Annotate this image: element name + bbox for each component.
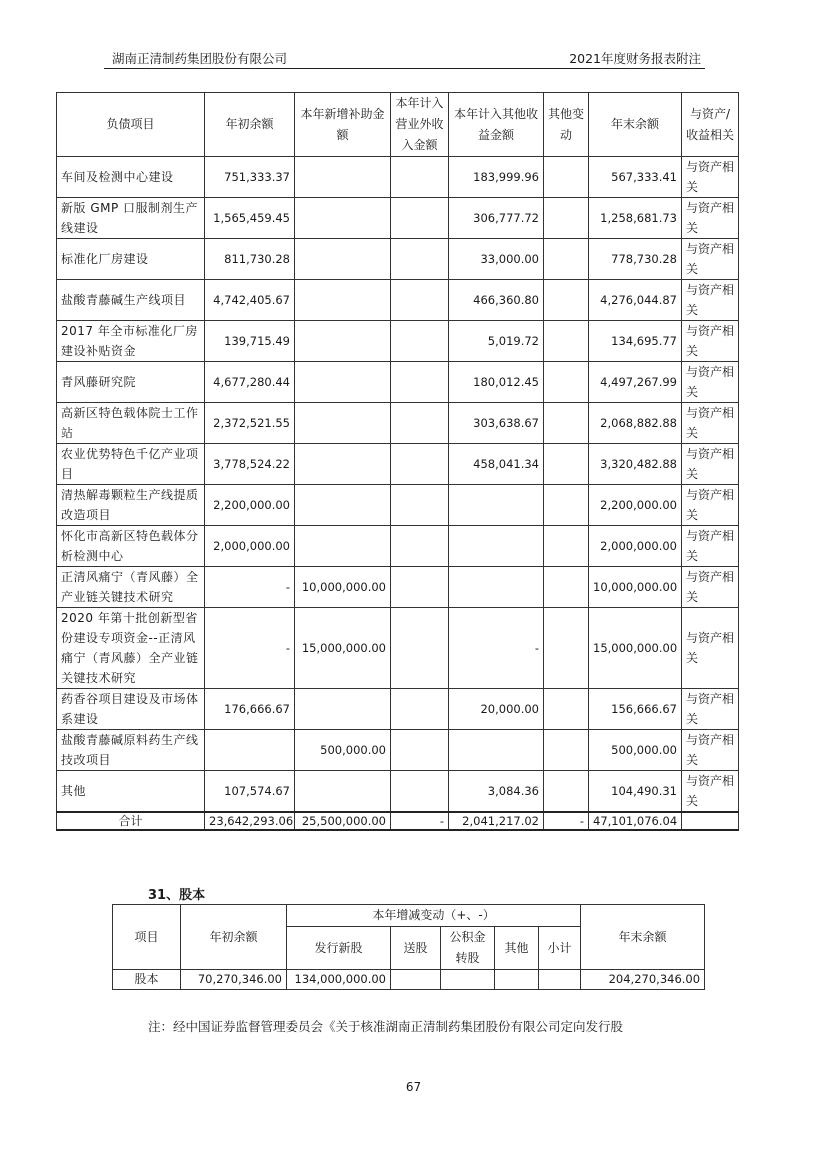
cell-nonop	[391, 321, 449, 362]
cell-new	[295, 198, 391, 239]
cell-item: 青风藤研究院	[57, 362, 205, 403]
cell-new	[295, 157, 391, 198]
cell-item: 药香谷项目建设及市场体系建设	[57, 689, 205, 730]
cell-new: 500,000.00	[295, 730, 391, 771]
table-row	[57, 403, 739, 444]
table-row	[57, 321, 739, 362]
col-header: 本年新增补助金额	[295, 93, 391, 157]
cell-nonop	[391, 239, 449, 280]
company-name: 湖南正清制药集团股份有限公司	[112, 51, 288, 66]
col-header: 其他变动	[544, 93, 589, 157]
table-row	[113, 970, 705, 990]
cell-end: 104,490.31	[589, 771, 682, 813]
cell-related: 与资产相关	[682, 403, 739, 444]
col-header: 小计	[539, 927, 581, 970]
cell-end: 4,497,267.99	[589, 362, 682, 403]
cell-end: 10,000,000.00	[589, 567, 682, 608]
total-row	[57, 812, 739, 830]
cell-item: 正清风痛宁（青风藤）全产业链关键技术研究	[57, 567, 205, 608]
col-header: 本年计入营业外收入金额	[391, 93, 449, 157]
report-title: 2021年度财务报表附注	[569, 51, 701, 66]
total-related	[682, 812, 739, 830]
cell-new	[295, 771, 391, 813]
col-header: 其他	[495, 927, 539, 970]
col-header: 年末余额	[589, 93, 682, 157]
cell-item: 盐酸青藤碱原料药生产线技改项目	[57, 730, 205, 771]
cell-begin: 751,333.37	[205, 157, 295, 198]
cell-other-change	[544, 444, 589, 485]
cell-related: 与资产相关	[682, 239, 739, 280]
col-group-header: 本年增减变动（+、-）	[287, 905, 581, 927]
cell-item: 怀化市高新区特色载体分析检测中心	[57, 526, 205, 567]
table-row	[57, 608, 739, 689]
col-header: 年初余额	[205, 93, 295, 157]
total-new: 25,500,000.00	[295, 812, 391, 830]
cell-related: 与资产相关	[682, 444, 739, 485]
cell-nonop	[391, 280, 449, 321]
col-header: 送股	[391, 927, 441, 970]
cell-begin: 139,715.49	[205, 321, 295, 362]
page-header	[112, 49, 701, 73]
cell-other-change	[544, 403, 589, 444]
cell-new	[295, 280, 391, 321]
cell-other-change	[544, 198, 589, 239]
cell-item: 高新区特色载体院士工作站	[57, 403, 205, 444]
cell-nonop	[391, 526, 449, 567]
col-header: 负债项目	[57, 93, 205, 157]
cell-other-income	[449, 567, 544, 608]
table-row	[57, 280, 739, 321]
cell-related: 与资产相关	[682, 280, 739, 321]
cell-other-income	[449, 485, 544, 526]
table-row	[57, 771, 739, 813]
cell-item: 其他	[57, 771, 205, 813]
page-number: 67	[405, 1080, 422, 1094]
cell-related: 与资产相关	[682, 198, 739, 239]
total-other-income: 2,041,217.02	[449, 812, 544, 830]
cell-other-change	[544, 567, 589, 608]
total-label: 合计	[57, 812, 205, 830]
cell-other-change	[544, 157, 589, 198]
cell-nonop	[391, 485, 449, 526]
table-row	[57, 198, 739, 239]
cell-new	[295, 321, 391, 362]
cell-related: 与资产相关	[682, 485, 739, 526]
cell-bonus	[391, 970, 441, 990]
total-begin: 23,642,293.06	[205, 812, 295, 830]
cell-other-change	[544, 321, 589, 362]
section-title: 31、股本	[148, 888, 206, 903]
cell-new	[295, 362, 391, 403]
table-row	[57, 239, 739, 280]
cell-end: 134,695.77	[589, 321, 682, 362]
cell-end: 2,200,000.00	[589, 485, 682, 526]
table-header-row	[113, 905, 705, 927]
header-divider	[104, 68, 705, 69]
cell-other	[495, 970, 539, 990]
government-grants-table	[56, 92, 739, 831]
table-row	[57, 567, 739, 608]
cell-related: 与资产相关	[682, 608, 739, 689]
cell-related: 与资产相关	[682, 567, 739, 608]
cell-new	[295, 403, 391, 444]
cell-begin: 4,742,405.67	[205, 280, 295, 321]
cell-begin: 3,778,524.22	[205, 444, 295, 485]
cell-begin: 2,372,521.55	[205, 403, 295, 444]
cell-reserve	[441, 970, 495, 990]
cell-end: 2,000,000.00	[589, 526, 682, 567]
cell-other-income: 303,638.67	[449, 403, 544, 444]
cell-item: 盐酸青藤碱生产线项目	[57, 280, 205, 321]
table-row	[57, 730, 739, 771]
cell-item: 标准化厂房建设	[57, 239, 205, 280]
cell-other-income: 3,084.36	[449, 771, 544, 813]
col-header: 发行新股	[287, 927, 391, 970]
cell-new: 10,000,000.00	[295, 567, 391, 608]
cell-begin: 176,666.67	[205, 689, 295, 730]
table-row	[57, 485, 739, 526]
cell-new	[295, 444, 391, 485]
cell-new	[295, 485, 391, 526]
cell-other-income: 458,041.34	[449, 444, 544, 485]
cell-end: 2,068,882.88	[589, 403, 682, 444]
cell-nonop	[391, 730, 449, 771]
cell-other-change	[544, 526, 589, 567]
cell-nonop	[391, 403, 449, 444]
cell-other-change	[544, 485, 589, 526]
cell-related: 与资产相关	[682, 321, 739, 362]
cell-other-change	[544, 239, 589, 280]
cell-nonop	[391, 362, 449, 403]
cell-new	[295, 526, 391, 567]
table-row	[57, 689, 739, 730]
cell-end: 567,333.41	[589, 157, 682, 198]
cell-begin: -	[205, 608, 295, 689]
cell-other-change	[544, 608, 589, 689]
cell-nonop	[391, 608, 449, 689]
cell-begin: 107,574.67	[205, 771, 295, 813]
cell-begin: -	[205, 567, 295, 608]
cell-nonop	[391, 198, 449, 239]
cell-end: 204,270,346.00	[581, 970, 705, 990]
cell-related: 与资产相关	[682, 362, 739, 403]
cell-other-change	[544, 689, 589, 730]
col-header: 年初余额	[181, 905, 287, 970]
cell-nonop	[391, 444, 449, 485]
cell-related: 与资产相关	[682, 157, 739, 198]
cell-other-change	[544, 362, 589, 403]
cell-begin: 4,677,280.44	[205, 362, 295, 403]
cell-item: 清热解毒颗粒生产线提质改造项目	[57, 485, 205, 526]
cell-related: 与资产相关	[682, 730, 739, 771]
cell-other-change	[544, 771, 589, 813]
cell-begin: 70,270,346.00	[181, 970, 287, 990]
cell-other-income: 33,000.00	[449, 239, 544, 280]
cell-other-income	[449, 526, 544, 567]
cell-end: 1,258,681.73	[589, 198, 682, 239]
cell-other-income: 5,019.72	[449, 321, 544, 362]
cell-item: 新版 GMP 口服制剂生产线建设	[57, 198, 205, 239]
share-capital-table	[112, 904, 705, 990]
cell-begin	[205, 730, 295, 771]
cell-begin: 2,200,000.00	[205, 485, 295, 526]
table-header-row	[57, 93, 739, 157]
col-header: 年末余额	[581, 905, 705, 970]
cell-other-income: 20,000.00	[449, 689, 544, 730]
cell-end: 156,666.67	[589, 689, 682, 730]
cell-other-income: 306,777.72	[449, 198, 544, 239]
total-end: 47,101,076.04	[589, 812, 682, 830]
cell-item: 农业优势特色千亿产业项目	[57, 444, 205, 485]
footnote: 注：经中国证券监督管理委员会《关于核准湖南正清制药集团股份有限公司定向发行股	[148, 1019, 624, 1034]
cell-item: 2020 年第十批创新型省份建设专项资金--正清风痛宁（青风藤）全产业链关键技术研究	[57, 608, 205, 689]
cell-other-change	[544, 280, 589, 321]
cell-issue: 134,000,000.00	[287, 970, 391, 990]
cell-other-income: 180,012.45	[449, 362, 544, 403]
total-other-change: -	[544, 812, 589, 830]
cell-other-income: 466,360.80	[449, 280, 544, 321]
total-nonop: -	[391, 812, 449, 830]
table-row	[57, 362, 739, 403]
col-header: 项目	[113, 905, 181, 970]
cell-end: 778,730.28	[589, 239, 682, 280]
col-header: 与资产/收益相关	[682, 93, 739, 157]
col-header: 公积金转股	[441, 927, 495, 970]
cell-item: 车间及检测中心建设	[57, 157, 205, 198]
cell-nonop	[391, 567, 449, 608]
cell-item: 股本	[113, 970, 181, 990]
cell-end: 500,000.00	[589, 730, 682, 771]
cell-related: 与资产相关	[682, 689, 739, 730]
cell-subtotal	[539, 970, 581, 990]
cell-new	[295, 239, 391, 280]
cell-other-income: -	[449, 608, 544, 689]
table-row	[57, 157, 739, 198]
cell-related: 与资产相关	[682, 771, 739, 813]
cell-begin: 2,000,000.00	[205, 526, 295, 567]
cell-other-income: 183,999.96	[449, 157, 544, 198]
cell-end: 15,000,000.00	[589, 608, 682, 689]
cell-nonop	[391, 689, 449, 730]
cell-new: 15,000,000.00	[295, 608, 391, 689]
cell-other-income	[449, 730, 544, 771]
cell-begin: 1,565,459.45	[205, 198, 295, 239]
cell-end: 3,320,482.88	[589, 444, 682, 485]
cell-new	[295, 689, 391, 730]
table-row	[57, 526, 739, 567]
cell-item: 2017 年全市标准化厂房建设补贴资金	[57, 321, 205, 362]
cell-nonop	[391, 157, 449, 198]
cell-other-change	[544, 730, 589, 771]
cell-begin: 811,730.28	[205, 239, 295, 280]
table-row	[57, 444, 739, 485]
cell-end: 4,276,044.87	[589, 280, 682, 321]
col-header: 本年计入其他收益金额	[449, 93, 544, 157]
cell-related: 与资产相关	[682, 526, 739, 567]
cell-nonop	[391, 771, 449, 813]
